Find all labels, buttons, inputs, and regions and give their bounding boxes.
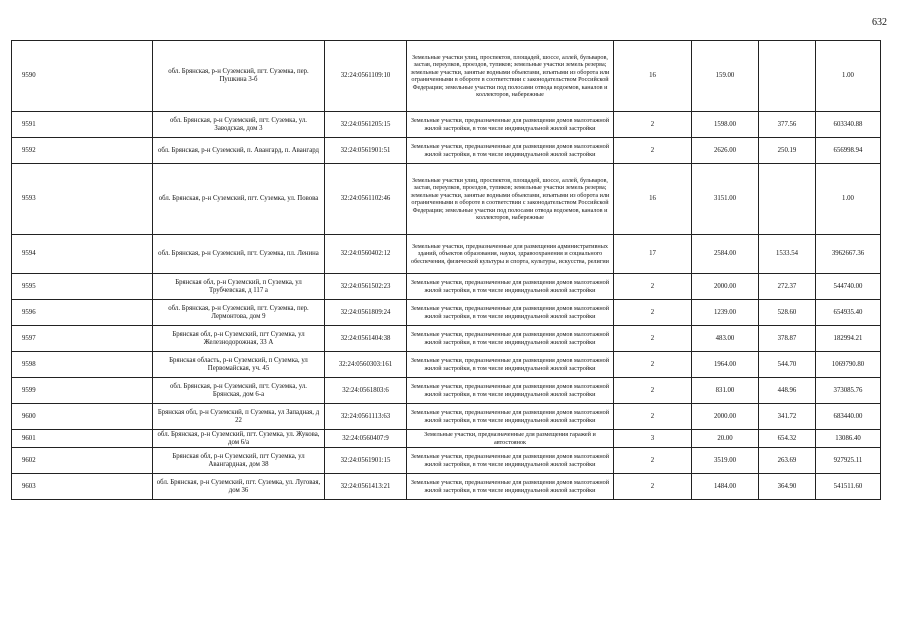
row-address: обл. Брянская, р-н Суземский, пгт. Суземка, ул. Повова: [153, 164, 325, 235]
row-address: Брянская обл, р-н Суземский, пгт Суземка, ул Авангардная, дом 38: [153, 448, 325, 474]
row-number: 9590: [12, 41, 153, 112]
cadastral-table: [11, 40, 881, 500]
row-cadastral-value: 3962667.36: [816, 235, 881, 274]
row-area: 2626.00: [692, 138, 759, 164]
row-land-category: Земельные участки, предназначенные для размещения домов малоэтажной жилой застройки, в том числе индивидуальной жилой застройки: [407, 474, 614, 500]
row-specific-value: 528.60: [759, 300, 816, 326]
row-address: Брянская обл, р-н Суземский, п Суземка, ул Трубчевская, д 117 а: [153, 274, 325, 300]
row-specific-value: 544.70: [759, 352, 816, 378]
row-land-category: Земельные участки, предназначенные для размещения административных зданий, объектов образования, науки, здравоохранения и социального обеспечения, физической культуры и спорта, культуры, искусства, религии: [407, 235, 614, 274]
row-area: 831.00: [692, 378, 759, 404]
row-land-category: Земельные участки, предназначенные для размещения гаражей и автостоянок: [407, 430, 614, 448]
row-number: 9602: [12, 448, 153, 474]
row-area: 3519.00: [692, 448, 759, 474]
row-land-category: Земельные участки, предназначенные для размещения домов малоэтажной жилой застройки, в том числе индивидуальной жилой застройки: [407, 378, 614, 404]
row-cadastral-number: 32:24:0561404:38: [325, 326, 407, 352]
row-area: 2000.00: [692, 274, 759, 300]
row-cadastral-value: 373085.76: [816, 378, 881, 404]
row-cadastral-number: 32:24:0561113:63: [325, 404, 407, 430]
row-area: 3151.00: [692, 164, 759, 235]
row-area: 20.00: [692, 430, 759, 448]
row-specific-value: 263.69: [759, 448, 816, 474]
row-cadastral-number: 32:24:0561901:15: [325, 448, 407, 474]
row-number: 9591: [12, 112, 153, 138]
row-specific-value: 250.19: [759, 138, 816, 164]
table-row: [12, 112, 881, 138]
row-number: 9601: [12, 430, 153, 448]
row-area: 2000.00: [692, 404, 759, 430]
row-cadastral-number: 32:24:0561502:23: [325, 274, 407, 300]
row-specific-value: [759, 41, 816, 112]
table-row: [12, 138, 881, 164]
row-cadastral-number: 32:24:0561901:51: [325, 138, 407, 164]
table-row: [12, 41, 881, 112]
row-land-category: Земельные участки, предназначенные для размещения домов малоэтажной жилой застройки, в том числе индивидуальной жилой застройки: [407, 300, 614, 326]
row-address: обл. Брянская, р-н Суземский, пгт. Суземка, ул. Заводская, дом 3: [153, 112, 325, 138]
row-number: 9603: [12, 474, 153, 500]
row-specific-value: 377.56: [759, 112, 816, 138]
row-cadastral-value: 541511.60: [816, 474, 881, 500]
row-land-category: Земельные участки, предназначенные для размещения домов малоэтажной жилой застройки, в том числе индивидуальной жилой застройки: [407, 448, 614, 474]
row-address: обл. Брянская, р-н Суземский, пгт. Суземка, ул. Луговая, дом 36: [153, 474, 325, 500]
row-cadastral-value: 683440.00: [816, 404, 881, 430]
row-area: 159.00: [692, 41, 759, 112]
row-area: 1484.00: [692, 474, 759, 500]
row-cadastral-value: 927925.11: [816, 448, 881, 474]
row-group: 2: [614, 326, 692, 352]
row-number: 9596: [12, 300, 153, 326]
row-land-category: Земельные участки, предназначенные для размещения домов малоэтажной жилой застройки, в том числе индивидуальной жилой застройки: [407, 274, 614, 300]
table-row: [12, 274, 881, 300]
row-group: 2: [614, 404, 692, 430]
row-specific-value: 378.87: [759, 326, 816, 352]
row-group: 2: [614, 378, 692, 404]
row-specific-value: 1533.54: [759, 235, 816, 274]
row-address: обл. Брянская, р-н Суземский, п. Авангард, п. Авангард: [153, 138, 325, 164]
row-address: обл. Брянская, р-н Суземский, пгт. Суземка, пл. Ленина: [153, 235, 325, 274]
row-number: 9592: [12, 138, 153, 164]
row-address: Брянская обл, р-н Суземский, пгт Суземка, ул Железнодорожная, 33 А: [153, 326, 325, 352]
row-group: 2: [614, 274, 692, 300]
row-number: 9594: [12, 235, 153, 274]
row-cadastral-number: 32:24:0561102:46: [325, 164, 407, 235]
row-address: Брянская область, р-н Суземский, п Суземка, ул Первомайская, уч. 45: [153, 352, 325, 378]
table-row: [12, 300, 881, 326]
row-cadastral-number: 32:24:0561809:24: [325, 300, 407, 326]
table-row: [12, 404, 881, 430]
row-land-category: Земельные участки, предназначенные для размещения домов малоэтажной жилой застройки, в том числе индивидуальной жилой застройки: [407, 352, 614, 378]
table-row: [12, 164, 881, 235]
row-land-category: Земельные участки, предназначенные для размещения домов малоэтажной жилой застройки, в том числе индивидуальной жилой застройки: [407, 326, 614, 352]
row-group: 16: [614, 164, 692, 235]
row-cadastral-value: 544740.00: [816, 274, 881, 300]
row-address: обл. Брянская, р-н Суземский, пгт. Суземка, пер. Пушкина 3-б: [153, 41, 325, 112]
row-area: 1239.00: [692, 300, 759, 326]
row-group: 2: [614, 112, 692, 138]
row-group: 3: [614, 430, 692, 448]
row-group: 2: [614, 352, 692, 378]
row-cadastral-value: 603340.88: [816, 112, 881, 138]
table-row: [12, 474, 881, 500]
table-row: [12, 378, 881, 404]
table-row: [12, 326, 881, 352]
row-group: 16: [614, 41, 692, 112]
row-address: обл. Брянская, р-н Суземский, пгт. Суземка, ул. Брянская, дом 6-а: [153, 378, 325, 404]
row-cadastral-number: 32:24:0561413:21: [325, 474, 407, 500]
page-number: 632: [872, 17, 887, 28]
table-body: [12, 41, 881, 500]
row-specific-value: 448.96: [759, 378, 816, 404]
row-cadastral-number: 32:24:0560407:9: [325, 430, 407, 448]
row-group: 2: [614, 448, 692, 474]
row-cadastral-value: 1.00: [816, 164, 881, 235]
row-cadastral-number: 32:24:0561205:15: [325, 112, 407, 138]
row-address: обл. Брянская, р-н Суземский, пгт. Суземка, ул. Жукова, дом 6/а: [153, 430, 325, 448]
row-address: Брянская обл, р-н Суземский, п Суземка, ул Западная, д 22: [153, 404, 325, 430]
row-group: 17: [614, 235, 692, 274]
row-cadastral-number: 32:24:0560402:12: [325, 235, 407, 274]
row-cadastral-number: 32:24:0561109:10: [325, 41, 407, 112]
row-group: 2: [614, 138, 692, 164]
row-number: 9597: [12, 326, 153, 352]
row-number: 9593: [12, 164, 153, 235]
row-land-category: Земельные участки улиц, проспектов, площадей, шоссе, аллей, бульваров, застав, переулков, проездов, тупиков; земельные участки земель резерва; земельные участки, занятые водными объектами, изъятыми из оборота или ограниченными в обороте в соответствии с законодательством Российской Федерации; земельные участки под полосами отвода водоемов, каналов и коллекторов, набережные: [407, 164, 614, 235]
row-number: 9598: [12, 352, 153, 378]
row-cadastral-value: 656998.94: [816, 138, 881, 164]
row-number: 9595: [12, 274, 153, 300]
row-cadastral-number: 32:24:0561803:6: [325, 378, 407, 404]
row-area: 483.00: [692, 326, 759, 352]
row-cadastral-number: 32:24:0560303:161: [325, 352, 407, 378]
table-row: [12, 430, 881, 448]
row-cadastral-value: 13086.40: [816, 430, 881, 448]
row-specific-value: [759, 164, 816, 235]
row-number: 9599: [12, 378, 153, 404]
row-land-category: Земельные участки улиц, проспектов, площадей, шоссе, аллей, бульваров, застав, переулков, проездов, тупиков; земельные участки земель резерва; земельные участки, занятые водными объектами, изъятыми из оборота или ограниченными в обороте в соответствии с законодательством Российской Федерации; земельные участки под полосами отвода водоемов, каналов и коллекторов, набережные: [407, 41, 614, 112]
row-specific-value: 654.32: [759, 430, 816, 448]
row-group: 2: [614, 300, 692, 326]
row-area: 2584.00: [692, 235, 759, 274]
table-row: [12, 448, 881, 474]
row-specific-value: 272.37: [759, 274, 816, 300]
row-cadastral-value: 654935.40: [816, 300, 881, 326]
table-row: [12, 352, 881, 378]
row-land-category: Земельные участки, предназначенные для размещения домов малоэтажной жилой застройки, в том числе индивидуальной жилой застройки: [407, 138, 614, 164]
row-area: 1964.00: [692, 352, 759, 378]
row-number: 9600: [12, 404, 153, 430]
row-specific-value: 364.90: [759, 474, 816, 500]
row-address: обл. Брянская, р-н Суземский, пгт. Суземка, пер. Лермонтова, дом 9: [153, 300, 325, 326]
row-land-category: Земельные участки, предназначенные для размещения домов малоэтажной жилой застройки, в том числе индивидуальной жилой застройки: [407, 404, 614, 430]
row-area: 1598.00: [692, 112, 759, 138]
row-cadastral-value: 1.00: [816, 41, 881, 112]
row-land-category: Земельные участки, предназначенные для размещения домов малоэтажной жилой застройки, в том числе индивидуальной жилой застройки: [407, 112, 614, 138]
row-group: 2: [614, 474, 692, 500]
row-cadastral-value: 182994.21: [816, 326, 881, 352]
row-specific-value: 341.72: [759, 404, 816, 430]
table-row: [12, 235, 881, 274]
row-cadastral-value: 1069790.80: [816, 352, 881, 378]
